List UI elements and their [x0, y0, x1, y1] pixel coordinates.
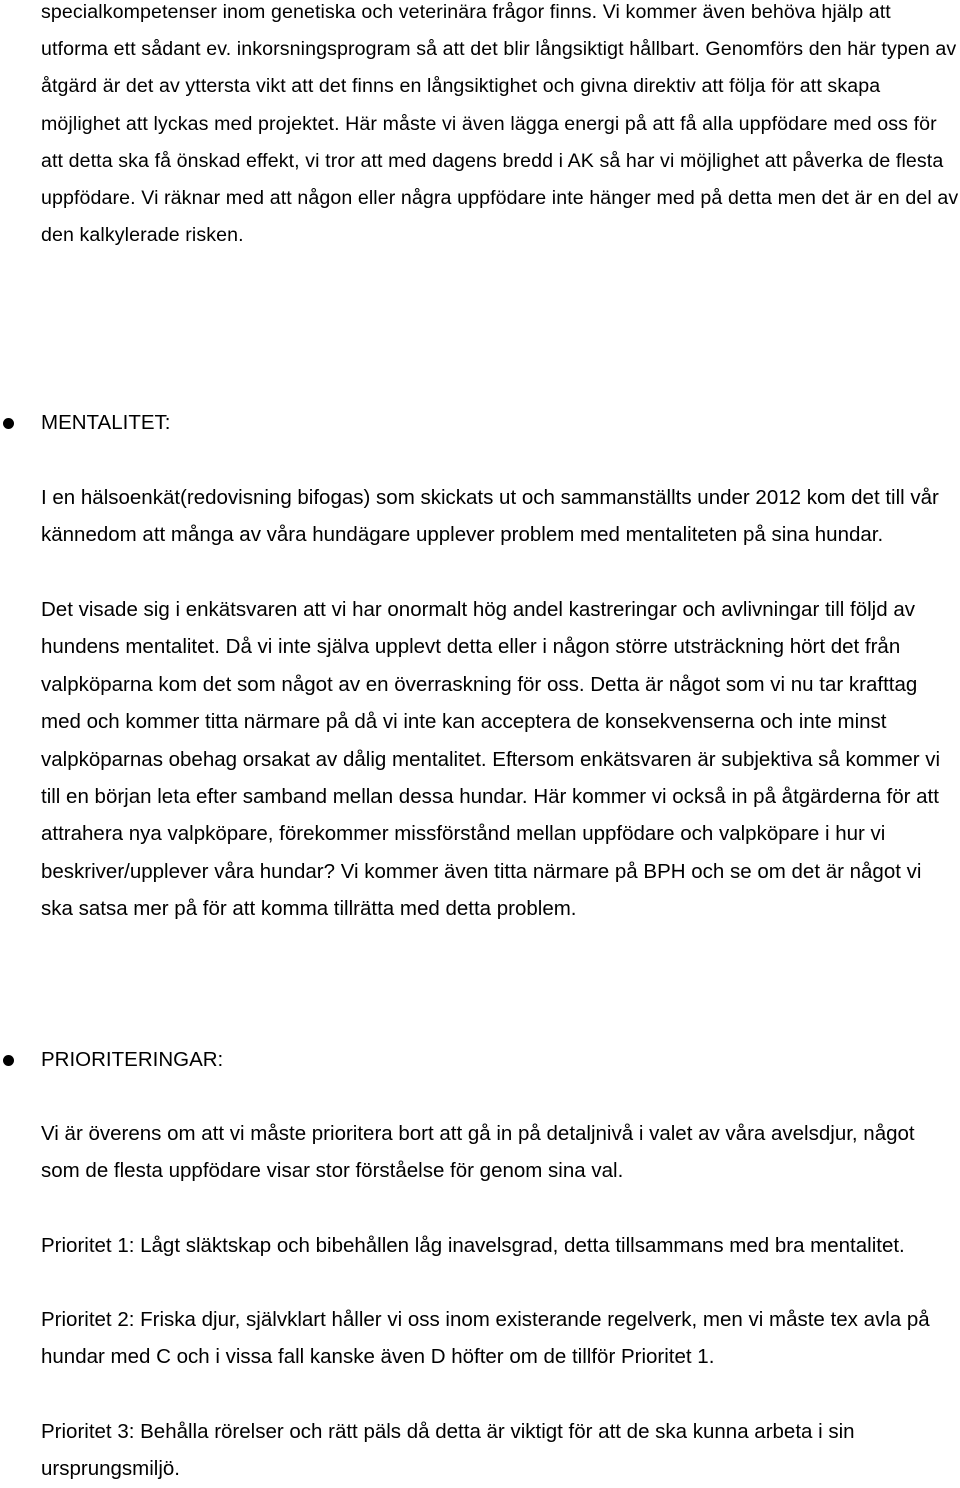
mentalitet-text-2c: Detta är något som vi nu tar krafttag med och kommer titta närmare på då vi inte kan acceptera de konsekvenserna och inte minst valpköparnas obehag orsakat av dålig mentalitet.: [41, 672, 918, 771]
mentalitet-text-2a: Det visade sig i enkätsvaren att vi har onormalt hög andel kastreringar och avlivningar till följd av hundens mentalitet.: [41, 598, 915, 659]
mentalitet-text-2e: Här kommer vi också in på åtgärderna för att attrahera nya valpköpare, förekommer missförstånd mellan uppfödare och valpköpare i hur vi beskriver/upplever våra hundar?: [41, 785, 939, 883]
intro-text-1: specialkompetenser inom genetiska och veterinära frågor finns. Vi kommer även behöva hjälp att utforma ett sådant ev. inkorsningsprogram så att det blir långsiktigt hållbart. Genomförs den här typen av åtgärd är det av yttersta vikt att det finns en långsiktighet och givna direktiv att följa för att skapa möjlighet att lyckas med projektet.: [41, 1, 957, 135]
mentalitet-text-2f: Vi kommer även titta närmare på BPH och se om det är något vi ska satsa mer på för att komma tillrätta med detta problem.: [41, 859, 922, 921]
bullet-dot-icon: [3, 418, 14, 429]
bullet-dot-icon: [3, 1055, 14, 1066]
mentalitet-paragraph-1: [41, 479, 956, 554]
prioritet-1-text: Prioritet 1: Lågt släktskap och bibehållen låg inavelsgrad, detta tillsammans med bra mentalitet.: [41, 1234, 905, 1257]
prioritet-3-text: Prioritet 3: Behålla rörelser och rätt päls då detta är viktigt för att de ska kunna arbeta i sin ursprungsmiljö.: [41, 1420, 855, 1481]
mentalitet-text-2b: Då vi inte själva upplevt detta eller i någon större utsträckning hört det från valpköparna kom det som något av en överraskning för oss.: [41, 635, 901, 696]
intro-paragraph: [41, 0, 959, 254]
intro-text-3: Vi räknar med att någon eller några uppfödare inte hänger med på detta men det är en del av den kalkylerade risken.: [41, 187, 959, 247]
prioritet-2-text: Prioritet 2: Friska djur, självklart håller vi oss inom existerande regelverk, men vi måste tex avla på hundar med C och i vissa fall kanske även D höfter om de tillför Prioritet 1.: [41, 1308, 930, 1369]
prioritet-1: [41, 1227, 956, 1264]
section-heading-prioriteringar: PRIORITERINGAR:: [41, 1048, 224, 1071]
mentalitet-paragraph-2: [41, 591, 956, 928]
section-heading-mentalitet: MENTALITET:: [41, 411, 171, 434]
prioriteringar-intro-text: Vi är överens om att vi måste prioritera bort att gå in på detaljnivå i valet av våra avelsdjur, något som de flesta uppfödare visar stor förståelse för genom sina val.: [41, 1122, 915, 1183]
prioritet-3: [41, 1413, 956, 1488]
bullet-prioriteringar: [0, 1041, 960, 1079]
mentalitet-text-2d: Eftersom enkätsvaren är subjektiva så kommer vi till en början leta efter samband mellan dessa hundar.: [41, 747, 941, 809]
intro-text-2: Här måste vi även lägga energi på att få alla uppfödare med oss för att detta ska få önskad effekt, vi tror att med dagens bredd i AK så har vi möjlighet att påverka de flesta uppfödare.: [41, 112, 944, 210]
bullet-mentalitet: [0, 404, 960, 442]
prioritet-2: [41, 1301, 956, 1376]
mentalitet-text-1: I en hälsoenkät(redovisning bifogas) som skickats ut och sammanställts under 2012 kom det till vår kännedom att många av våra hundägare upplever problem med mentaliteten på sina hundar.: [41, 486, 939, 547]
prioriteringar-intro: [41, 1115, 956, 1190]
